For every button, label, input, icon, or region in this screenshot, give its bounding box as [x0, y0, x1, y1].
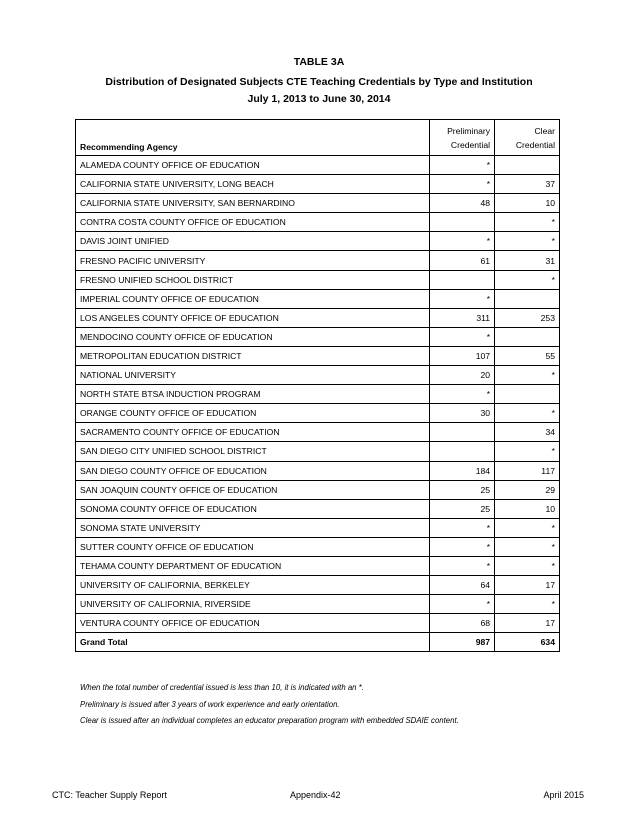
clear-cell: 31	[495, 251, 560, 270]
agency-cell: MENDOCINO COUNTY OFFICE OF EDUCATION	[76, 327, 430, 346]
table-row	[76, 442, 560, 461]
preliminary-cell: 25	[430, 480, 495, 499]
clear-cell: *	[495, 537, 560, 556]
clear-cell	[495, 156, 560, 175]
preliminary-cell: 64	[430, 576, 495, 595]
agency-cell: METROPOLITAN EDUCATION DISTRICT	[76, 346, 430, 365]
agency-cell: FRESNO PACIFIC UNIVERSITY	[76, 251, 430, 270]
clear-cell: *	[495, 404, 560, 423]
clear-cell: 55	[495, 346, 560, 365]
clear-cell: *	[495, 213, 560, 232]
preliminary-column-header	[430, 120, 495, 156]
preliminary-cell: *	[430, 156, 495, 175]
preliminary-cell: *	[430, 556, 495, 575]
agency-cell: SAN DIEGO CITY UNIFIED SCHOOL DISTRICT	[76, 442, 430, 461]
table-header-row	[76, 120, 560, 156]
clear-column-header	[495, 120, 560, 156]
agency-cell: DAVIS JOINT UNIFIED	[76, 232, 430, 251]
table-row	[76, 213, 560, 232]
table-row	[76, 251, 560, 270]
agency-cell: CONTRA COSTA COUNTY OFFICE OF EDUCATION	[76, 213, 430, 232]
clear-cell: 29	[495, 480, 560, 499]
table-row	[76, 499, 560, 518]
clear-cell: *	[495, 518, 560, 537]
clear-header-line2: Credential	[515, 140, 555, 150]
table-row	[76, 327, 560, 346]
agency-cell: SONOMA STATE UNIVERSITY	[76, 518, 430, 537]
agency-cell: SONOMA COUNTY OFFICE OF EDUCATION	[76, 499, 430, 518]
clear-cell: 634	[495, 633, 560, 652]
table-subtitle: Distribution of Designated Subjects CTE Teaching Credentials by Type and Institution	[105, 76, 533, 88]
table-title: TABLE 3A	[293, 56, 345, 68]
preliminary-cell	[430, 423, 495, 442]
agency-cell: SUTTER COUNTY OFFICE OF EDUCATION	[76, 537, 430, 556]
clear-cell	[495, 327, 560, 346]
clear-cell: 10	[495, 194, 560, 213]
footnote: Clear is issued after an individual completes an educator preparation program with embedded SDAIE content.	[80, 716, 459, 725]
preliminary-cell	[430, 442, 495, 461]
table-row	[76, 480, 560, 499]
table-row	[76, 576, 560, 595]
clear-cell: 17	[495, 614, 560, 633]
preliminary-header-line1: Preliminary	[447, 126, 491, 136]
table-row	[76, 366, 560, 385]
grand-total-row	[76, 633, 560, 652]
preliminary-cell: 48	[430, 194, 495, 213]
preliminary-cell: 311	[430, 308, 495, 327]
clear-cell: 17	[495, 576, 560, 595]
agency-cell: TEHAMA COUNTY DEPARTMENT OF EDUCATION	[76, 556, 430, 575]
clear-cell: *	[495, 595, 560, 614]
clear-cell	[495, 289, 560, 308]
credentials-table	[75, 119, 560, 652]
footer-date: April 2015	[543, 790, 584, 800]
preliminary-cell: 20	[430, 366, 495, 385]
agency-cell: Grand Total	[76, 633, 430, 652]
agency-cell: LOS ANGELES COUNTY OFFICE OF EDUCATION	[76, 308, 430, 327]
agency-cell: CALIFORNIA STATE UNIVERSITY, LONG BEACH	[76, 175, 430, 194]
preliminary-cell: *	[430, 518, 495, 537]
agency-cell: UNIVERSITY OF CALIFORNIA, BERKELEY	[76, 576, 430, 595]
table-row	[76, 385, 560, 404]
footnote: When the total number of credential issued is less than 10, it is indicated with an *.	[80, 683, 364, 692]
preliminary-cell: *	[430, 385, 495, 404]
clear-cell: 117	[495, 461, 560, 480]
preliminary-cell: 107	[430, 346, 495, 365]
table-row	[76, 461, 560, 480]
preliminary-cell: *	[430, 595, 495, 614]
table-row	[76, 404, 560, 423]
preliminary-cell: 987	[430, 633, 495, 652]
clear-cell: 34	[495, 423, 560, 442]
preliminary-cell: 25	[430, 499, 495, 518]
table-row	[76, 595, 560, 614]
agency-cell: NORTH STATE BTSA INDUCTION PROGRAM	[76, 385, 430, 404]
preliminary-cell: 68	[430, 614, 495, 633]
agency-cell: SACRAMENTO COUNTY OFFICE OF EDUCATION	[76, 423, 430, 442]
agency-cell: ALAMEDA COUNTY OFFICE OF EDUCATION	[76, 156, 430, 175]
clear-cell: *	[495, 270, 560, 289]
table-row	[76, 556, 560, 575]
preliminary-cell: 61	[430, 251, 495, 270]
agency-cell: FRESNO UNIFIED SCHOOL DISTRICT	[76, 270, 430, 289]
date-range: July 1, 2013 to June 30, 2014	[247, 93, 391, 105]
clear-cell: *	[495, 556, 560, 575]
preliminary-cell: *	[430, 537, 495, 556]
preliminary-cell	[430, 213, 495, 232]
preliminary-cell: *	[430, 289, 495, 308]
preliminary-cell: *	[430, 327, 495, 346]
preliminary-cell: 184	[430, 461, 495, 480]
table-row	[76, 614, 560, 633]
table-row	[76, 156, 560, 175]
table-row	[76, 175, 560, 194]
clear-cell	[495, 385, 560, 404]
agency-cell: NATIONAL UNIVERSITY	[76, 366, 430, 385]
agency-column-header: Recommending Agency	[76, 120, 430, 156]
footnotes	[80, 683, 459, 733]
agency-cell: IMPERIAL COUNTY OFFICE OF EDUCATION	[76, 289, 430, 308]
agency-cell: UNIVERSITY OF CALIFORNIA, RIVERSIDE	[76, 595, 430, 614]
table-row	[76, 346, 560, 365]
clear-cell: 10	[495, 499, 560, 518]
clear-cell: *	[495, 366, 560, 385]
table-row	[76, 518, 560, 537]
clear-cell: *	[495, 442, 560, 461]
footnote: Preliminary is issued after 3 years of work experience and early orientation.	[80, 699, 340, 709]
preliminary-cell: *	[430, 175, 495, 194]
table-row	[76, 270, 560, 289]
preliminary-header-line2: Credential	[450, 140, 491, 150]
clear-cell: 253	[495, 308, 560, 327]
agency-cell: SAN DIEGO COUNTY OFFICE OF EDUCATION	[76, 461, 430, 480]
footer-report-name: CTC: Teacher Supply Report	[52, 790, 167, 800]
preliminary-cell	[430, 270, 495, 289]
agency-cell: SAN JOAQUIN COUNTY OFFICE OF EDUCATION	[76, 480, 430, 499]
preliminary-cell: *	[430, 232, 495, 251]
clear-cell: 37	[495, 175, 560, 194]
preliminary-cell: 30	[430, 404, 495, 423]
footer-page-number: Appendix-42	[290, 790, 341, 800]
table-row	[76, 308, 560, 327]
agency-cell: CALIFORNIA STATE UNIVERSITY, SAN BERNARDINO	[76, 194, 430, 213]
table-row	[76, 537, 560, 556]
table-row	[76, 194, 560, 213]
agency-cell: ORANGE COUNTY OFFICE OF EDUCATION	[76, 404, 430, 423]
agency-cell: VENTURA COUNTY OFFICE OF EDUCATION	[76, 614, 430, 633]
clear-cell: *	[495, 232, 560, 251]
table-row	[76, 232, 560, 251]
table-row	[76, 423, 560, 442]
table-row	[76, 289, 560, 308]
clear-header-line1: Clear	[534, 126, 555, 136]
